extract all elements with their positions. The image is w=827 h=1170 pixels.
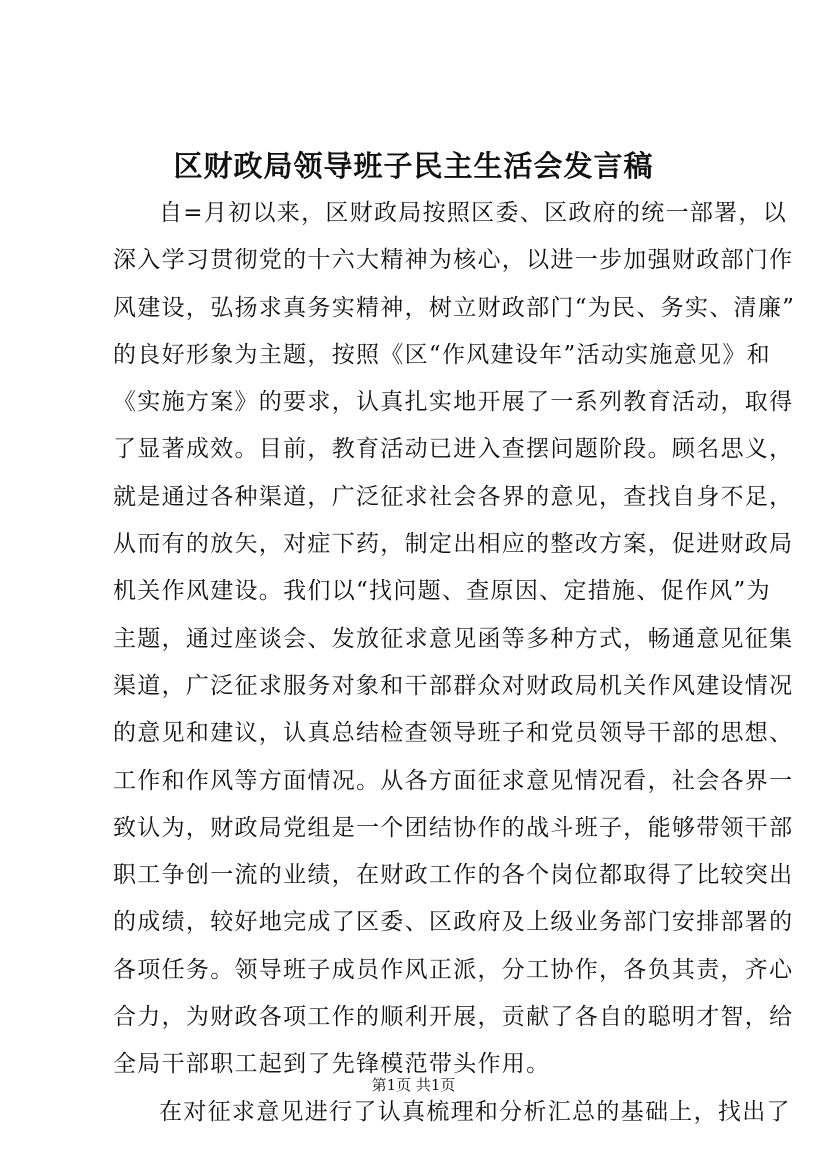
body-text-line: 工作和作风等方面情况。从各方面征求意见情况看，社会各界一 <box>113 767 794 794</box>
body-text-line: 自=月初以来，区财政局按照区委、区政府的统一部署，以 <box>159 200 788 226</box>
body-text-line: 在对征求意见进行了认真梳理和分析汇总的基础上，找出了 <box>159 1098 791 1125</box>
body-text-line: 从而有的放矢，对症下药，制定出相应的整改方案，促进财政局 <box>113 531 794 558</box>
body-text-line: 《实施方案》的要求，认真扎实地开展了一系列教育活动，取得 <box>113 389 794 416</box>
body-text-line: 的成绩，较好地完成了区委、区政府及上级业务部门安排部署的 <box>113 909 794 936</box>
body-text-line: 就是通过各种渠道，广泛征求社会各界的意见，查找自身不足， <box>113 483 794 510</box>
body-text-line: 全局干部职工起到了先锋模范带头作用。 <box>113 1051 551 1078</box>
body-text-line: 深入学习贯彻党的十六大精神为核心，以进一步加强财政部门作 <box>113 247 794 274</box>
body-text-line: 各项任务。领导班子成员作风正派，分工协作，各负其责，齐心 <box>113 956 794 983</box>
document-body <box>113 190 796 1136</box>
page-footer: 第1页 共1页 <box>371 1076 456 1094</box>
body-text-line: 的意见和建议，认真总结检查领导班子和党员领导干部的思想、 <box>113 720 794 747</box>
body-text-line: 了显著成效。目前，教育活动已进入查摆问题阶段。顾名思义， <box>113 436 794 463</box>
document-title: 区财政局领导班子民主生活会发言稿 <box>173 149 654 183</box>
body-text-line: 渠道，广泛征求服务对象和干部群众对财政局机关作风建设情况 <box>113 672 794 699</box>
body-text-line: 机关作风建设。我们以“找问题、查原因、定措施、促作风”为 <box>113 578 771 605</box>
body-text-line: 致认为，财政局党组是一个团结协作的战斗班子，能够带领干部 <box>113 814 794 841</box>
body-text-line: 合力，为财政各项工作的顺利开展，贡献了各自的聪明才智，给 <box>113 1004 794 1031</box>
body-text-line: 主题，通过座谈会、发放征求意见函等多种方式，畅通意见征集 <box>113 625 794 652</box>
body-text-line: 的良好形象为主题，按照《区“作风建设年”活动实施意见》和 <box>113 341 771 368</box>
body-text-line: 风建设，弘扬求真务实精神，树立财政部门“为民、务实、清廉” <box>113 294 796 321</box>
body-text-line: 职工争创一流的业绩，在财政工作的各个岗位都取得了比较突出 <box>113 862 794 889</box>
